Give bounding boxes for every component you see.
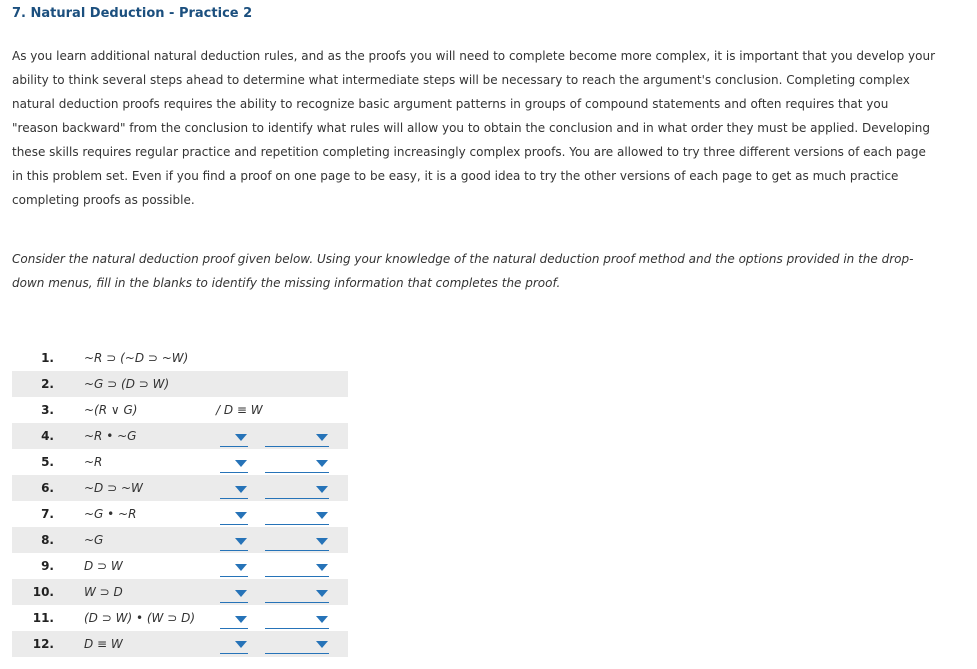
rule-dropdown[interactable]	[265, 456, 329, 473]
chevron-down-icon	[316, 616, 328, 623]
chevron-down-icon	[316, 434, 328, 441]
rule-dropdown[interactable]	[265, 637, 329, 654]
line-number: 8.	[41, 533, 54, 547]
line-number: 1.	[41, 351, 54, 365]
proof-row	[12, 397, 348, 423]
rule-dropdown[interactable]	[265, 482, 329, 499]
line-number: 11.	[32, 611, 54, 625]
line-reference-dropdown[interactable]	[220, 586, 248, 603]
line-number: 4.	[41, 429, 54, 443]
proof-row	[12, 371, 348, 397]
intro-paragraph: As you learn additional natural deduction rules, and as the proofs you will need to complete become more complex, it is important that you develop your ability to think several steps ahead to determine what intermediate steps will be necessary to reach the argument's conclusion. Completing complex natural deduction proofs requires the ability to recognize basic argument patterns in groups of compound statements and often requires that you "reason backward" from the conclusion to identify what rules will allow you to obtain the conclusion and in what order they must be applied. Developing these skills requires regular practice and repetition completing increasingly complex proofs. You are allowed to try three different versions of each page in this problem set. Even if you find a proof on one page to be easy, it is a good idea to try the other versions of each page to get as much practice completing proofs as possible.	[12, 49, 936, 207]
line-number: 12.	[32, 637, 54, 651]
chevron-down-icon	[316, 590, 328, 597]
line-statement: ~G ⊃ (D ⊃ W)	[84, 377, 170, 391]
chevron-down-icon	[235, 590, 247, 597]
line-statement: D ⊃ W	[84, 559, 123, 573]
chevron-down-icon	[235, 434, 247, 441]
line-reference-dropdown[interactable]	[220, 612, 248, 629]
instructions-paragraph: Consider the natural deduction proof given below. Using your knowledge of the natural deduction proof method and the options provided in the drop-down menus, fill in the blanks to identify the missing information that completes the proof.	[12, 252, 914, 290]
line-number: 2.	[41, 377, 54, 391]
rule-dropdown[interactable]	[265, 534, 329, 551]
line-statement: ~R • ~G	[84, 429, 137, 443]
chevron-down-icon	[235, 564, 247, 571]
proof-table	[12, 345, 348, 657]
line-number: 9.	[41, 559, 54, 573]
chevron-down-icon	[316, 641, 328, 648]
chevron-down-icon	[235, 460, 247, 467]
line-statement: ~G	[84, 533, 104, 547]
chevron-down-icon	[235, 538, 247, 545]
line-statement: ~R	[84, 455, 103, 469]
line-statement: ~(R ∨ G)	[84, 403, 138, 417]
line-reference-dropdown[interactable]	[220, 508, 248, 525]
line-statement: W ⊃ D	[84, 585, 123, 599]
line-reference-dropdown[interactable]	[220, 637, 248, 654]
chevron-down-icon	[235, 641, 247, 648]
line-number: 7.	[41, 507, 54, 521]
rule-dropdown[interactable]	[265, 560, 329, 577]
chevron-down-icon	[316, 538, 328, 545]
line-statement: (D ⊃ W) • (W ⊃ D)	[84, 611, 196, 625]
line-statement: ~G • ~R	[84, 507, 137, 521]
line-reference-dropdown[interactable]	[220, 456, 248, 473]
chevron-down-icon	[316, 486, 328, 493]
chevron-down-icon	[235, 486, 247, 493]
rule-dropdown[interactable]	[265, 430, 329, 447]
line-reference-dropdown[interactable]	[220, 482, 248, 499]
line-number: 10.	[32, 585, 54, 599]
line-statement: ~R ⊃ (~D ⊃ ~W)	[84, 351, 189, 365]
argument-conclusion: / D ≡ W	[216, 403, 263, 417]
line-number: 3.	[41, 403, 54, 417]
proof-row	[12, 345, 348, 371]
line-reference-dropdown[interactable]	[220, 430, 248, 447]
line-reference-dropdown[interactable]	[220, 560, 248, 577]
chevron-down-icon	[235, 616, 247, 623]
line-number: 5.	[41, 455, 54, 469]
line-number: 6.	[41, 481, 54, 495]
chevron-down-icon	[316, 460, 328, 467]
line-statement: D ≡ W	[84, 637, 123, 651]
chevron-down-icon	[316, 564, 328, 571]
rule-dropdown[interactable]	[265, 586, 329, 603]
chevron-down-icon	[316, 512, 328, 519]
rule-dropdown[interactable]	[265, 508, 329, 525]
line-statement: ~D ⊃ ~W	[84, 481, 143, 495]
page-title: 7. Natural Deduction - Practice 2	[12, 6, 253, 21]
rule-dropdown[interactable]	[265, 612, 329, 629]
line-reference-dropdown[interactable]	[220, 534, 248, 551]
chevron-down-icon	[235, 512, 247, 519]
